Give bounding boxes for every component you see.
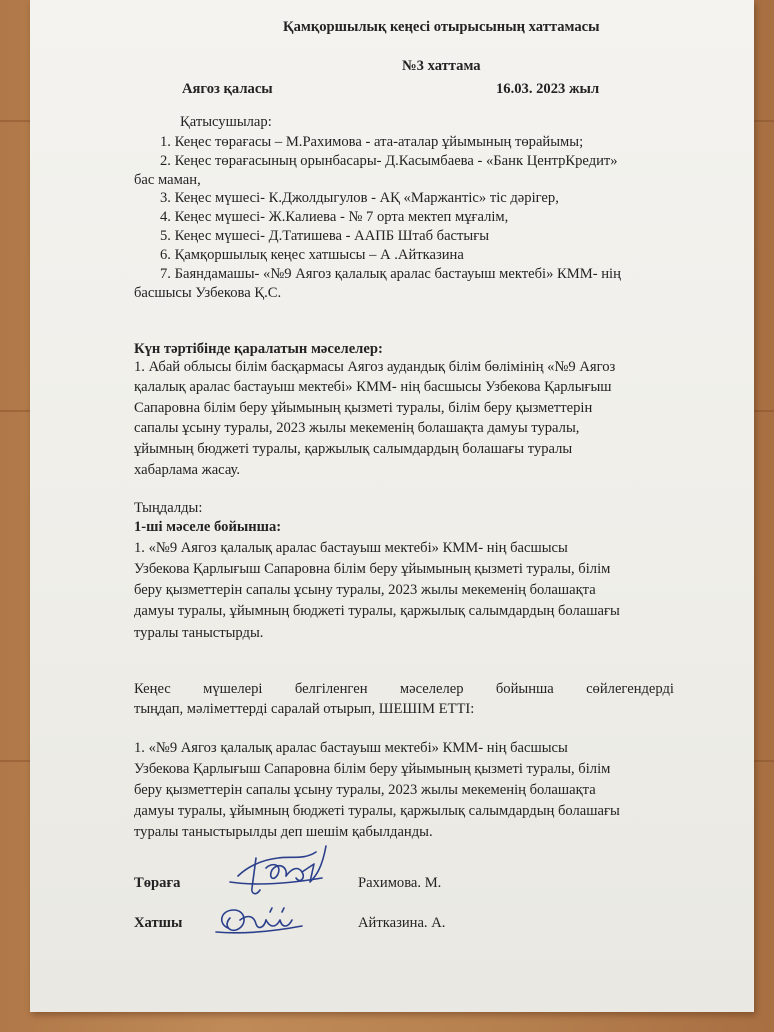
heard-line: беру қызметтерін сапалы ұсыну туралы, 2023 жылы мекеменің болашақта <box>134 582 596 598</box>
decision-line: туралы таныстырылды деп шешім қабылданды. <box>134 824 433 840</box>
agenda-line: қалалық аралас бастауыш мектебі» КММ- нің басшысы Узбекова Қарлығыш <box>134 379 612 395</box>
secretary-signature <box>210 898 310 942</box>
agenda-line: хабарлама жасау. <box>134 462 241 478</box>
participant-line: 4. Кеңес мүшесі- Ж.Калиева - № 7 орта мектеп мұғалім, <box>160 209 509 225</box>
participant-line: 7. Баяндамашы- «№9 Аягоз қалалық аралас бастауыш мектебі» КММ- нің <box>160 266 621 282</box>
agenda-line: сапалы ұсыну туралы, 2023 жылы мекеменің болашақта дамуы туралы, <box>134 420 580 436</box>
chair-label: Төраға <box>134 875 181 891</box>
decision-line: 1. «№9 Аягоз қалалық аралас бастауыш мектебі» КММ- нің басшысы <box>134 740 568 756</box>
agenda-line: Сапаровна білім беру ұйымының қызметі туралы, білім беру қызметтерін <box>134 400 593 416</box>
issue-heading: 1-ші мәселе бойынша: <box>134 519 282 535</box>
participants-heading: Қатысушылар: <box>180 114 272 130</box>
agenda-heading: Күн тәртібінде қаралатын мәселелер: <box>134 341 383 357</box>
heard-line: Узбекова Қарлығыш Сапаровна білім беру ұйымының қызметі туралы, білім <box>134 561 611 577</box>
chair-name: Рахимова. М. <box>358 875 442 891</box>
agenda-line: 1. Абай облысы білім басқармасы Аягоз аудандық білім бөлімінің «№9 Аягоз <box>134 359 616 375</box>
heard-label: Тыңдалды: <box>134 500 203 516</box>
chair-signature <box>226 838 336 900</box>
protocol-number: №3 хаттама <box>402 58 481 74</box>
decision-intro-line: тыңдап, мәліметтерді саралай отырып, ШЕШІМ ЕТТІ: <box>134 701 475 717</box>
participant-line: 2. Кеңес төрағасының орынбасары- Д.Касымбаева - «Банк ЦентрКредит» <box>160 153 618 169</box>
participant-line: 1. Кеңес төрағасы – М.Рахимова - ата-аталар ұйымының төрайымы; <box>160 134 584 150</box>
decision-line: беру қызметтерін сапалы ұсыну туралы, 2023 жылы мекеменің болашақта <box>134 782 596 798</box>
decision-line: Узбекова Қарлығыш Сапаровна білім беру ұйымының қызметі туралы, білім <box>134 761 611 777</box>
secretary-name: Айтказина. А. <box>358 915 446 931</box>
participant-line: басшысы Узбекова Қ.С. <box>134 285 282 301</box>
document-title: Қамқоршылық кеңесі отырысының хаттамасы <box>283 19 600 35</box>
protocol-date: 16.03. 2023 жыл <box>496 81 600 97</box>
participant-line: бас маман, <box>134 172 201 188</box>
document-page <box>30 0 754 1012</box>
city: Аягоз қаласы <box>182 81 273 97</box>
participant-line: 6. Қамқоршылық кеңес хатшысы – А .Айтказина <box>160 247 464 263</box>
heard-line: туралы таныстырды. <box>134 625 264 641</box>
decision-line: дамуы туралы, ұйымның бюджеті туралы, қаржылық салымдардың болашағы <box>134 803 620 819</box>
heard-line: дамуы туралы, ұйымның бюджеті туралы, қаржылық салымдардың болашағы <box>134 603 620 619</box>
heard-line: 1. «№9 Аягоз қалалық аралас бастауыш мектебі» КММ- нің басшысы <box>134 540 568 556</box>
secretary-label: Хатшы <box>134 915 183 931</box>
decision-intro-line: Кеңес мүшелері белгіленген мәселелер бойынша сөйлегендерді <box>134 681 674 697</box>
participant-line: 3. Кеңес мүшесі- К.Джолдыгулов - АҚ «Маржантіс» тіс дәрігер, <box>160 190 559 206</box>
participant-line: 5. Кеңес мүшесі- Д.Татишева - ААПБ Штаб бастығы <box>160 228 489 244</box>
agenda-line: ұйымның бюджеті туралы, қаржылық салымдардың болашағы туралы <box>134 441 573 457</box>
